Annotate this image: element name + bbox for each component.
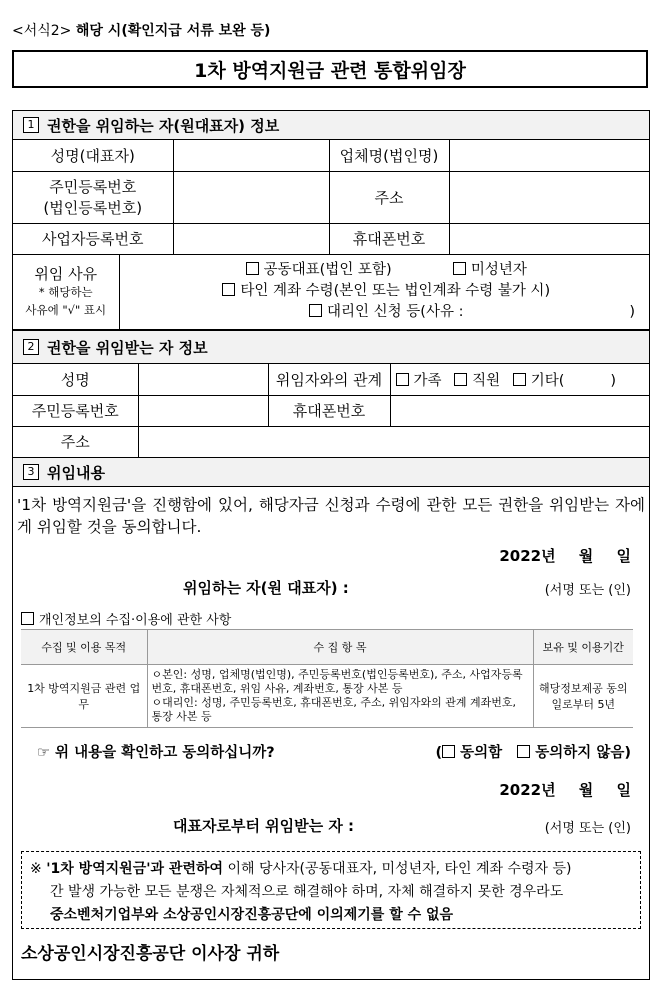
delegate-sign-label: 대표자로부터 위임받는 자 : — [173, 817, 355, 835]
agree-checkbox[interactable] — [442, 745, 455, 758]
privacy-purpose: 1차 방역지원금 관련 업무 — [21, 665, 147, 728]
joint-checkbox[interactable] — [246, 262, 259, 275]
other-rel-label: 기타( — [530, 372, 565, 389]
disagree-checkbox[interactable] — [517, 745, 530, 758]
notice-text-1: 이해 당사자(공동대표자, 미성년자, 타인 계좌 수령자 등) — [227, 861, 572, 877]
agent-label: 대리인 신청 등(사유 : — [327, 304, 464, 321]
other-rel-close: ) — [610, 372, 617, 389]
section1-header — [13, 111, 649, 140]
delegate-name-field[interactable] — [138, 364, 268, 395]
notice-line2: 간 발생 가능한 모든 분쟁은 자체적으로 해결해야 하며, 자체 해결하지 못한 경우라도 — [50, 884, 564, 900]
consent-options: ( 동의함 동의하지 않음) — [435, 745, 631, 761]
reason-label-cell — [13, 255, 119, 329]
reason-label: 위임 사유 — [34, 264, 98, 283]
privacy-checkbox[interactable] — [21, 612, 34, 625]
privacy-heading — [21, 609, 231, 628]
reason-options — [119, 255, 649, 329]
reason-table — [13, 255, 649, 330]
agent-close-paren: ) — [629, 304, 635, 321]
staff-label: 직원 — [472, 372, 501, 389]
delegate-phone-label: 휴대폰번호 — [268, 395, 390, 426]
delegation-statement: '1차 방역지원금'을 진행함에 있어, 해당자금 신청과 수령에 관한 모든 권한을 위임받는 자에게 위임할 것을 동의합니다. — [17, 496, 645, 536]
date-line-1: 2022년 월 일 — [499, 547, 631, 565]
section2-number: 2 — [23, 339, 39, 355]
addressee: 소상공인시장진흥공단 이사장 귀하 — [21, 944, 280, 964]
relation-options — [390, 364, 649, 395]
family-checkbox[interactable] — [396, 373, 409, 386]
privacy-header-period: 보유 및 이용기간 — [533, 630, 633, 665]
other-rel-checkbox[interactable] — [513, 373, 526, 386]
section2-table — [13, 364, 649, 458]
privacy-header-purpose: 수집 및 이용 목적 — [21, 630, 147, 665]
privacy-table — [21, 629, 633, 728]
disagree-label: 동의하지 않음 — [535, 745, 625, 761]
privacy-period: 해당정보제공 동의일로부터 5년 — [533, 665, 633, 728]
section3-number: 3 — [23, 464, 39, 480]
reason-note-1: * 해당하는 — [38, 284, 93, 299]
form-description: 해당 시(확인지급 서류 보완 등) — [75, 23, 271, 39]
section2-header — [13, 330, 649, 364]
reason-row1 — [124, 260, 650, 281]
notice-mark: ※ — [30, 861, 42, 877]
form-header — [12, 20, 270, 40]
reason-row3 — [124, 302, 650, 323]
agree-label: 동의함 — [460, 745, 503, 761]
notice-line1 — [30, 858, 632, 881]
minor-checkbox[interactable] — [453, 262, 466, 275]
section3-title: 위임내용 — [47, 463, 105, 482]
privacy-header-items: 수 집 항 목 — [147, 630, 533, 665]
phone-field[interactable] — [449, 223, 649, 254]
rrn-label-line1: 주민등록번호 — [49, 178, 137, 196]
document-title: 1차 방역지원금 관련 통합위임장 — [12, 50, 648, 88]
section2-title: 권한을 위임받는 자 정보 — [47, 338, 208, 357]
address-field[interactable] — [449, 171, 649, 223]
notice-bold-1: '1차 방역지원금'과 관련하여 — [46, 861, 224, 877]
privacy-items — [147, 665, 533, 728]
rep-name-field[interactable] — [173, 140, 329, 171]
section1-table — [13, 140, 649, 255]
other-account-checkbox[interactable] — [222, 283, 235, 296]
phone-label: 휴대폰번호 — [329, 223, 449, 254]
notice-bold-3: 중소벤처기업부와 소상공인시장진흥공단에 이의제기를 할 수 없음 — [50, 907, 454, 923]
notice-line3 — [30, 904, 632, 927]
section1-number: 1 — [23, 117, 39, 133]
joint-label: 공동대표(법인 포함) — [263, 262, 392, 279]
staff-checkbox[interactable] — [454, 373, 467, 386]
form-number: <서식2> — [12, 23, 72, 39]
bizno-field[interactable] — [173, 223, 329, 254]
privacy-items-self: ㅇ본인: 성명, 업체명(법인명), 주민등록번호(법인등록번호), 주소, 사업자등록번호, 휴대폰번호, 위임 사유, 계좌번호, 통장 사본 등 — [151, 668, 523, 695]
delegate-sign-note[interactable]: (서명 또는 (인) — [544, 821, 631, 836]
family-label: 가족 — [413, 372, 442, 389]
reason-note-2: 사유에 "√" 표시 — [25, 302, 107, 317]
address-label: 주소 — [329, 171, 449, 223]
delegate-phone-field[interactable] — [390, 395, 649, 426]
relation-label: 위임자와의 관계 — [268, 364, 390, 395]
minor-label: 미성년자 — [470, 262, 527, 279]
consent-question: ☞ 위 내용을 확인하고 동의하십니까? — [37, 745, 275, 761]
section3-header — [13, 457, 649, 487]
delegate-address-label: 주소 — [13, 426, 138, 457]
rrn-label — [13, 171, 173, 223]
reason-row2 — [124, 281, 650, 302]
privacy-items-agent: ㅇ대리인: 성명, 주민등록번호, 휴대폰번호, 주소, 위임자와의 관계 계좌번호, 통장 사본 등 — [151, 696, 516, 723]
delegate-rrn-field[interactable] — [138, 395, 268, 426]
biz-name-label: 업체명(법인명) — [329, 140, 449, 171]
delegator-sign-note[interactable]: (서명 또는 (인) — [544, 583, 631, 598]
other-account-label: 타인 계좌 수령(본인 또는 법인계좌 수령 불가 시) — [240, 283, 551, 300]
agent-checkbox[interactable] — [309, 304, 322, 317]
delegator-sign-label: 위임하는 자(원 대표자) : — [183, 579, 349, 597]
bizno-label: 사업자등록번호 — [13, 223, 173, 254]
date-line-2: 2022년 월 일 — [499, 781, 631, 799]
delegate-name-label: 성명 — [13, 364, 138, 395]
rrn-field[interactable] — [173, 171, 329, 223]
form-body — [12, 110, 650, 980]
rep-name-label: 성명(대표자) — [13, 140, 173, 171]
biz-name-field[interactable] — [449, 140, 649, 171]
rrn-label-line2: (법인등록번호) — [43, 199, 143, 217]
section1-title: 권한을 위임하는 자(원대표자) 정보 — [47, 116, 280, 135]
delegate-address-field[interactable] — [138, 426, 649, 457]
delegate-rrn-label: 주민등록번호 — [13, 395, 138, 426]
dispute-notice — [21, 851, 641, 929]
privacy-heading-text: 개인정보의 수집·이용에 관한 사항 — [39, 613, 232, 628]
